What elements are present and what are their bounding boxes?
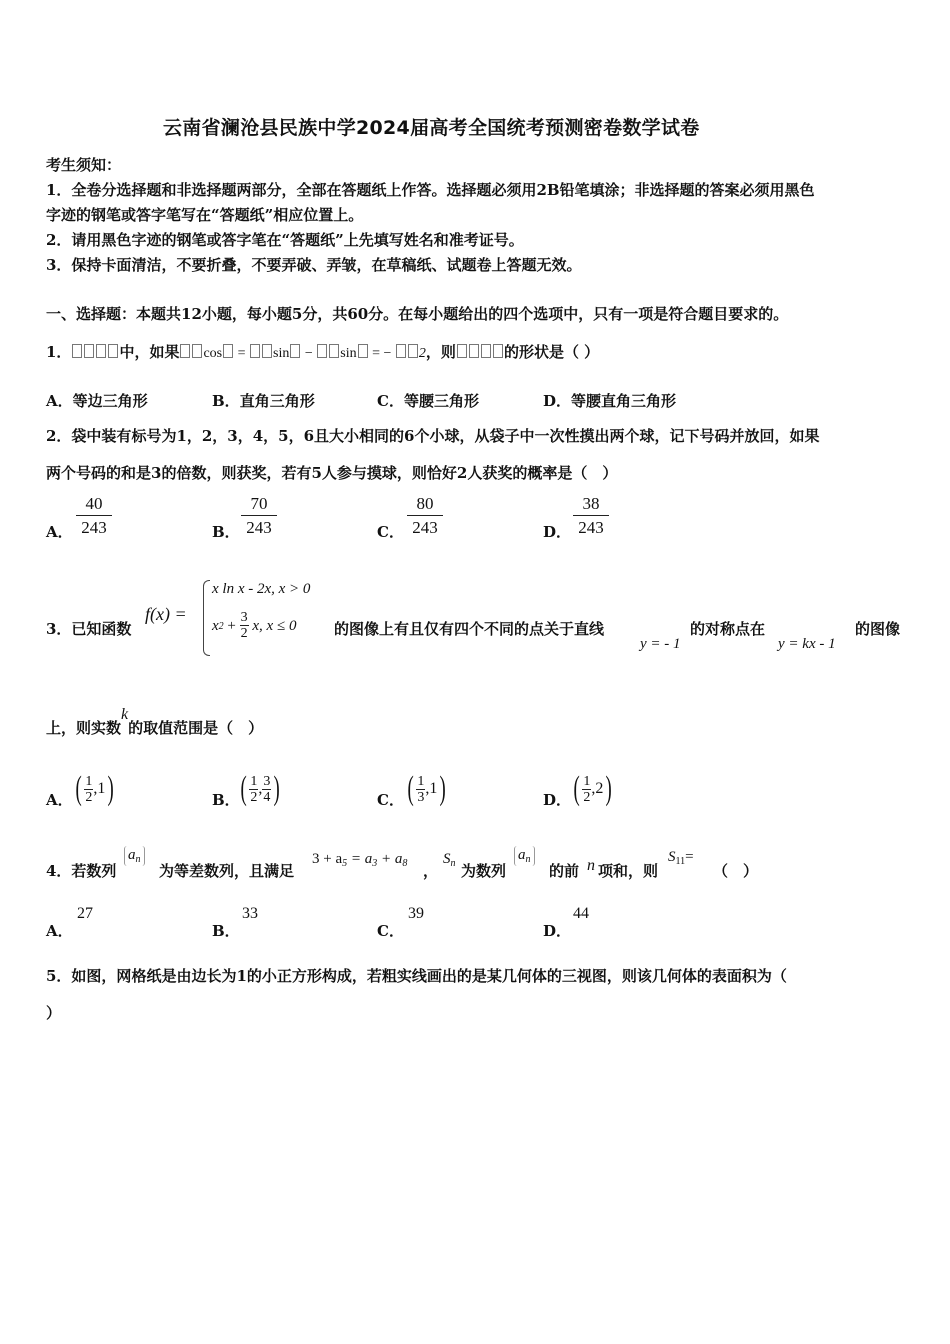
q3-option-c-interval[interactable]: ( $\frac{1}{3}$ ,1 ): [407, 770, 447, 807]
q4-option-c-value[interactable]: 39: [408, 905, 424, 922]
question-4-text-3: 的前: [549, 862, 580, 880]
q4-option-a-label[interactable]: A．: [46, 922, 73, 940]
q3-option-b-interval[interactable]: ( $\frac{1}{2}$ , $\frac{3}{4}$ ): [240, 770, 281, 807]
line-equation-2: y = kx - 1: [778, 636, 836, 652]
notice-item-3: 3．保持卡面清洁，不要折叠，不要弄破、弄皱，在草稿纸、试题卷上答题无效。: [46, 256, 582, 274]
q2-option-a-fraction[interactable]: $\frac{40}{243}$: [76, 494, 112, 538]
n-variable: n: [587, 857, 595, 874]
question-4-tail: （ ）: [713, 862, 759, 880]
q3-option-d-interval[interactable]: ( $\frac{1}{2}$ ,2 ): [573, 770, 613, 807]
q2-option-b-fraction[interactable]: $\frac{70}{243}$: [241, 494, 277, 538]
q3-option-b-label[interactable]: B．: [212, 791, 240, 809]
question-3-line-2: 上，则实数k的取值范围是（ ）: [46, 706, 264, 737]
q2-option-a-label[interactable]: A．: [46, 523, 73, 541]
q1-option-c[interactable]: C．等腰三角形: [377, 392, 479, 410]
sum-sn: $S_n$: [443, 851, 456, 869]
question-number: 1．: [46, 343, 72, 361]
missing-glyph-icon: [469, 344, 479, 358]
notice-item-1: 1．全卷分选择题和非选择题两部分，全部在答题纸上作答。选择题必须用2B铅笔填涂；非选择题的答案必须用黑色: [46, 181, 815, 199]
q3-option-a-label[interactable]: A．: [46, 791, 73, 809]
question-3-tail: 的图像: [855, 620, 901, 638]
q4-option-a-value[interactable]: 27: [77, 905, 93, 922]
piecewise-brace: [203, 580, 210, 656]
missing-glyph-icon: [493, 344, 503, 358]
notice-item-2: 2．请用黑色字迹的钢笔或答字笔在“答题纸”上先填写姓名和准考证号。: [46, 231, 524, 249]
piecewise-case-2: x 2 + $\frac{3}{2}$ x, x ≤ 0: [212, 610, 297, 641]
q3-option-d-label[interactable]: D．: [543, 791, 572, 809]
question-4-text: 为等差数列，且满足: [159, 862, 295, 880]
question-text: 中，如果: [119, 343, 180, 361]
missing-glyph-icon: [457, 344, 467, 358]
sequence-an-2: $a_n$: [514, 846, 535, 866]
question-text: 的形状是（ ）: [503, 343, 600, 361]
missing-glyph-icon: [72, 344, 82, 358]
comma: ，: [423, 862, 439, 880]
missing-glyph-icon: [84, 344, 94, 358]
missing-glyph-icon: [96, 344, 106, 358]
question-1: [46, 341, 599, 362]
q3-option-c-label[interactable]: C．: [377, 791, 404, 809]
section-heading: 一、选择题：本题共12小题，每小题5分，共60分。在每小题给出的四个选项中，只有一项是符合题目要求的。: [46, 305, 789, 323]
q2-option-b-label[interactable]: B．: [212, 523, 240, 541]
q2-option-d-fraction[interactable]: $\frac{38}{243}$: [573, 494, 609, 538]
notice-heading: 考生须知：: [46, 156, 122, 174]
question-2-line-2: 两个号码的和是3的倍数，则获奖，若有5人参与摸球，则恰好2人获奖的概率是（ ）: [46, 464, 618, 482]
function-name: f(x) =: [145, 604, 187, 624]
q4-option-c-label[interactable]: C．: [377, 922, 404, 940]
notice-item-1-cont: 字迹的钢笔或答字笔写在“答题纸”相应位置上。: [46, 206, 364, 224]
q1-option-a[interactable]: A．等边三角形: [46, 392, 148, 410]
q2-option-c-fraction[interactable]: $\frac{80}{243}$: [407, 494, 443, 538]
q4-option-d-value[interactable]: 44: [573, 905, 589, 922]
q4-option-d-label[interactable]: D．: [543, 922, 572, 940]
q1-option-b[interactable]: B．直角三角形: [212, 392, 315, 410]
question-2-line-1: 2．袋中装有标号为1，2，3，4，5，6且大小相同的6个小球，从袋子中一次性摸出两个球，记下号码并放回，如果: [46, 427, 820, 445]
question-5-line-1: 5．如图，网格纸是由边长为1的小正方形构成，若粗实线画出的是某几何体的三视图，则该几何体的表面积为（: [46, 967, 787, 985]
missing-glyph-icon: [108, 344, 118, 358]
missing-glyph-icon: [481, 344, 491, 358]
question-3-text-2: 的对称点在: [690, 620, 766, 638]
q3-option-a-interval[interactable]: ( $\frac{1}{2}$ ,1 ): [75, 770, 115, 807]
question-5-line-2: ）: [46, 1004, 62, 1022]
line-equation: y = - 1: [640, 636, 681, 652]
q1-option-d[interactable]: D．等腰直角三角形: [543, 392, 677, 410]
question-4-lead: 4．若数列: [46, 862, 117, 880]
question-3-lead: 3．已知函数: [46, 620, 132, 638]
q4-option-b-label[interactable]: B．: [212, 922, 240, 940]
question-text: ，则: [425, 343, 456, 361]
page-title: 云南省澜沧县民族中学2024届高考全国统考预测密卷数学试卷: [163, 117, 700, 139]
question-4-text-4: 项和，则: [598, 862, 659, 880]
sequence-an: $a_n$: [124, 846, 145, 866]
question-4-text-2: 为数列: [461, 862, 507, 880]
q4-option-b-value[interactable]: 33: [242, 905, 258, 922]
piecewise-case-1: x ln x - 2x, x > 0: [212, 581, 311, 597]
question-3-text: 的图像上有且仅有四个不同的点关于直线: [334, 620, 605, 638]
q2-option-c-label[interactable]: C．: [377, 523, 404, 541]
sum-s11: $S_{11}=$: [668, 849, 694, 867]
q2-option-d-label[interactable]: D．: [543, 523, 572, 541]
equation: cos = sin − sin = − 2: [179, 346, 425, 361]
sequence-condition: $3 + a_5 = a_3 + a_8$: [312, 851, 408, 869]
